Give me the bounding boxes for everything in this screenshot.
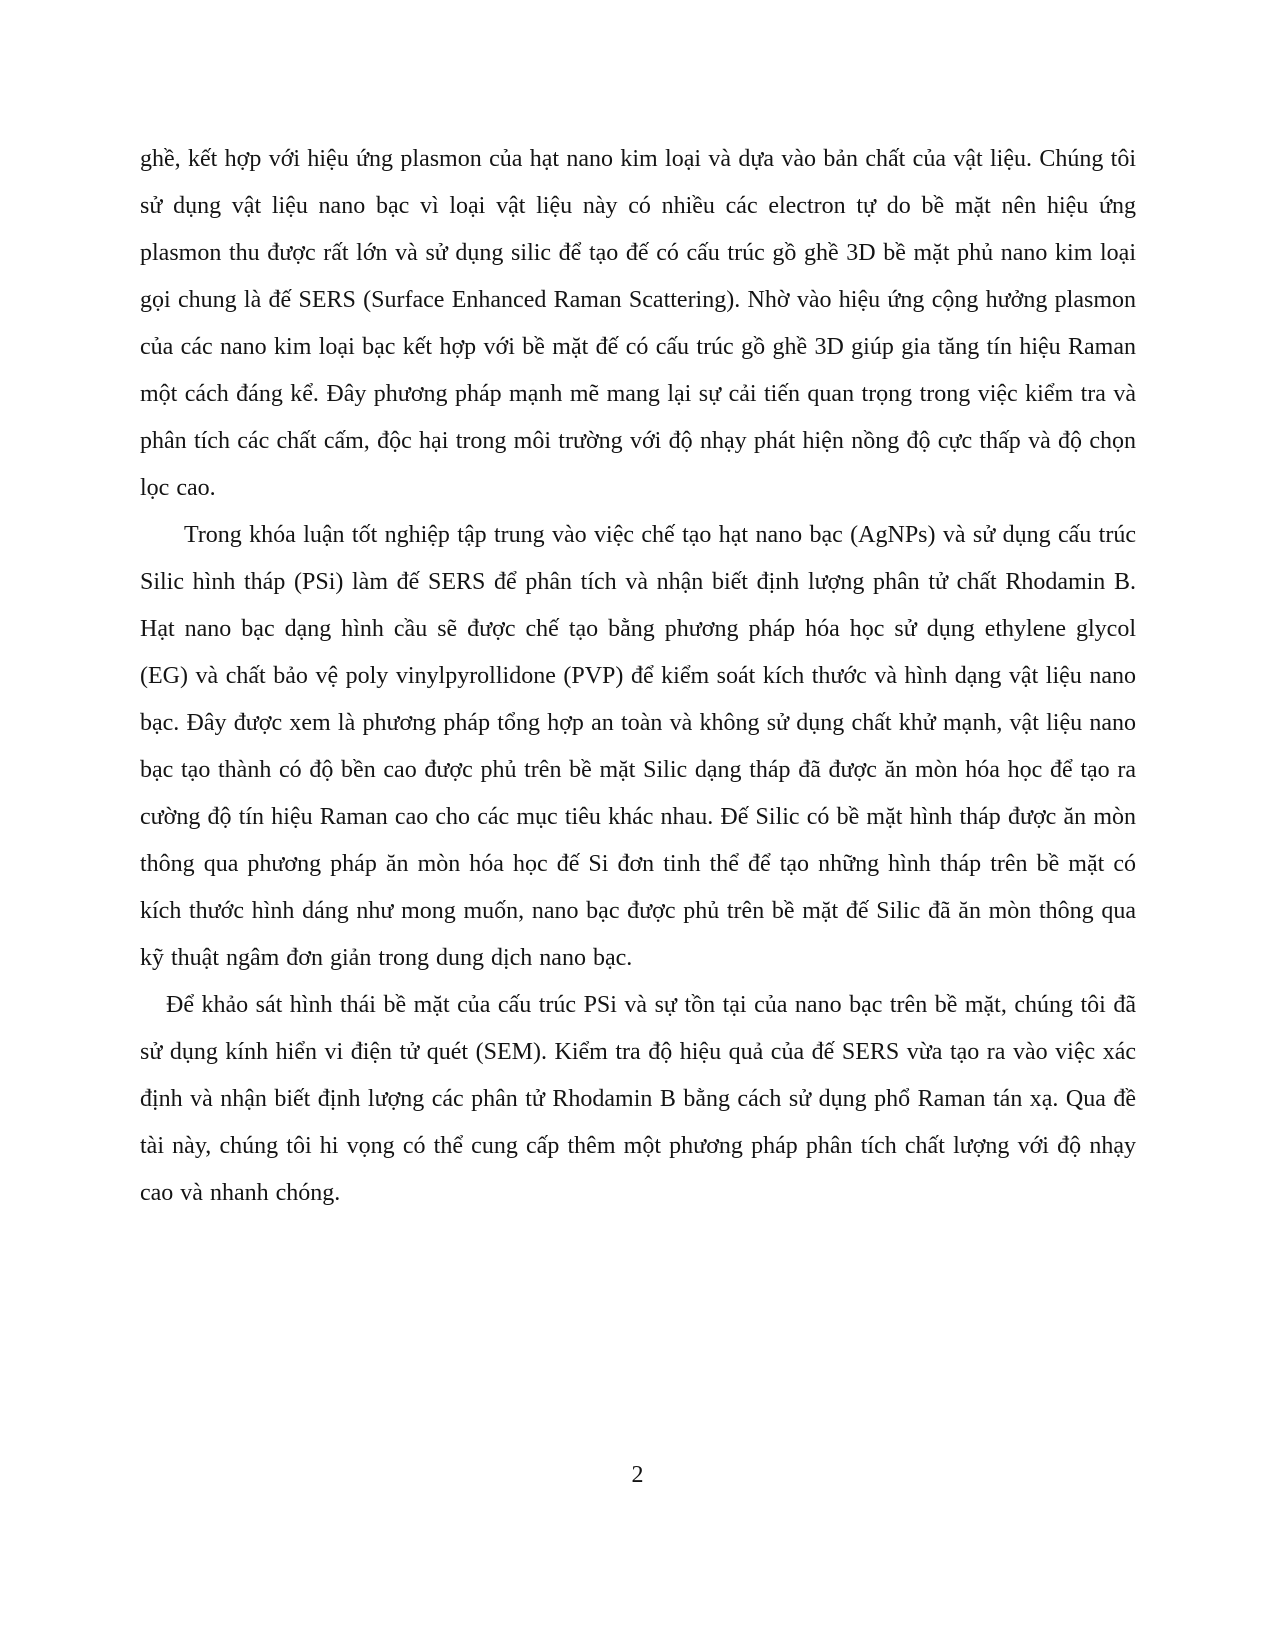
page-body-text	[140, 136, 1136, 1217]
paragraph-thesis-scope: Trong khóa luận tốt nghiệp tập trung vào việc chế tạo hạt nano bạc (AgNPs) và sử dụng cấu trúc Silic hình tháp (PSi) làm đế SERS để phân tích và nhận biết định lượng phân tử chất Rhodamin B. Hạt nano bạc dạng hình cầu sẽ được chế tạo bằng phương pháp hóa học sử dụng ethylene glycol (EG) và chất bảo vệ poly vinylpyrollidone (PVP) để kiểm soát kích thước và hình dạng vật liệu nano bạc. Đây được xem là phương pháp tổng hợp an toàn và không sử dụng chất khử mạnh, vật liệu nano bạc tạo thành có độ bền cao được phủ trên bề mặt Silic dạng tháp đã được ăn mòn hóa học để tạo ra cường độ tín hiệu Raman cao cho các mục tiêu khác nhau. Đế Silic có bề mặt hình tháp được ăn mòn thông qua phương pháp ăn mòn hóa học đế Si đơn tinh thể để tạo những hình tháp trên bề mặt có kích thước hình dáng như mong muốn, nano bạc được phủ trên bề mặt đế Silic đã ăn mòn thông qua kỹ thuật ngâm đơn giản trong dung dịch nano bạc.	[140, 522, 1136, 971]
page-number: 2	[631, 1462, 644, 1488]
paragraph-continuation: ghề, kết hợp với hiệu ứng plasmon của hạt nano kim loại và dựa vào bản chất của vật liệu. Chúng tôi sử dụng vật liệu nano bạc vì loại vật liệu này có nhiều các electron tự do bề mặt nên hiệu ứng plasmon thu được rất lớn và sử dụng silic để tạo đế có cấu trúc gồ ghề 3D bề mặt phủ nano kim loại gọi chung là đế SERS (Surface Enhanced Raman Scattering). Nhờ vào hiệu ứng cộng hưởng plasmon của các nano kim loại bạc kết hợp với bề mặt đế có cấu trúc gồ ghề 3D giúp gia tăng tín hiệu Raman một cách đáng kể. Đây phương pháp mạnh mẽ mang lại sự cải tiến quan trọng trong việc kiểm tra và phân tích các chất cấm, độc hại trong môi trường với độ nhạy phát hiện nồng độ cực thấp và độ chọn lọc cao.	[140, 146, 1136, 501]
paragraph-methods: Để khảo sát hình thái bề mặt của cấu trúc PSi và sự tồn tại của nano bạc trên bề mặt, chúng tôi đã sử dụng kính hiển vi điện tử quét (SEM). Kiểm tra độ hiệu quả của đế SERS vừa tạo ra vào việc xác định và nhận biết định lượng các phân tử Rhodamin B bằng cách sử dụng phổ Raman tán xạ. Qua đề tài này, chúng tôi hi vọng có thể cung cấp thêm một phương pháp phân tích chất lượng với độ nhạy cao và nhanh chóng.	[140, 992, 1136, 1206]
